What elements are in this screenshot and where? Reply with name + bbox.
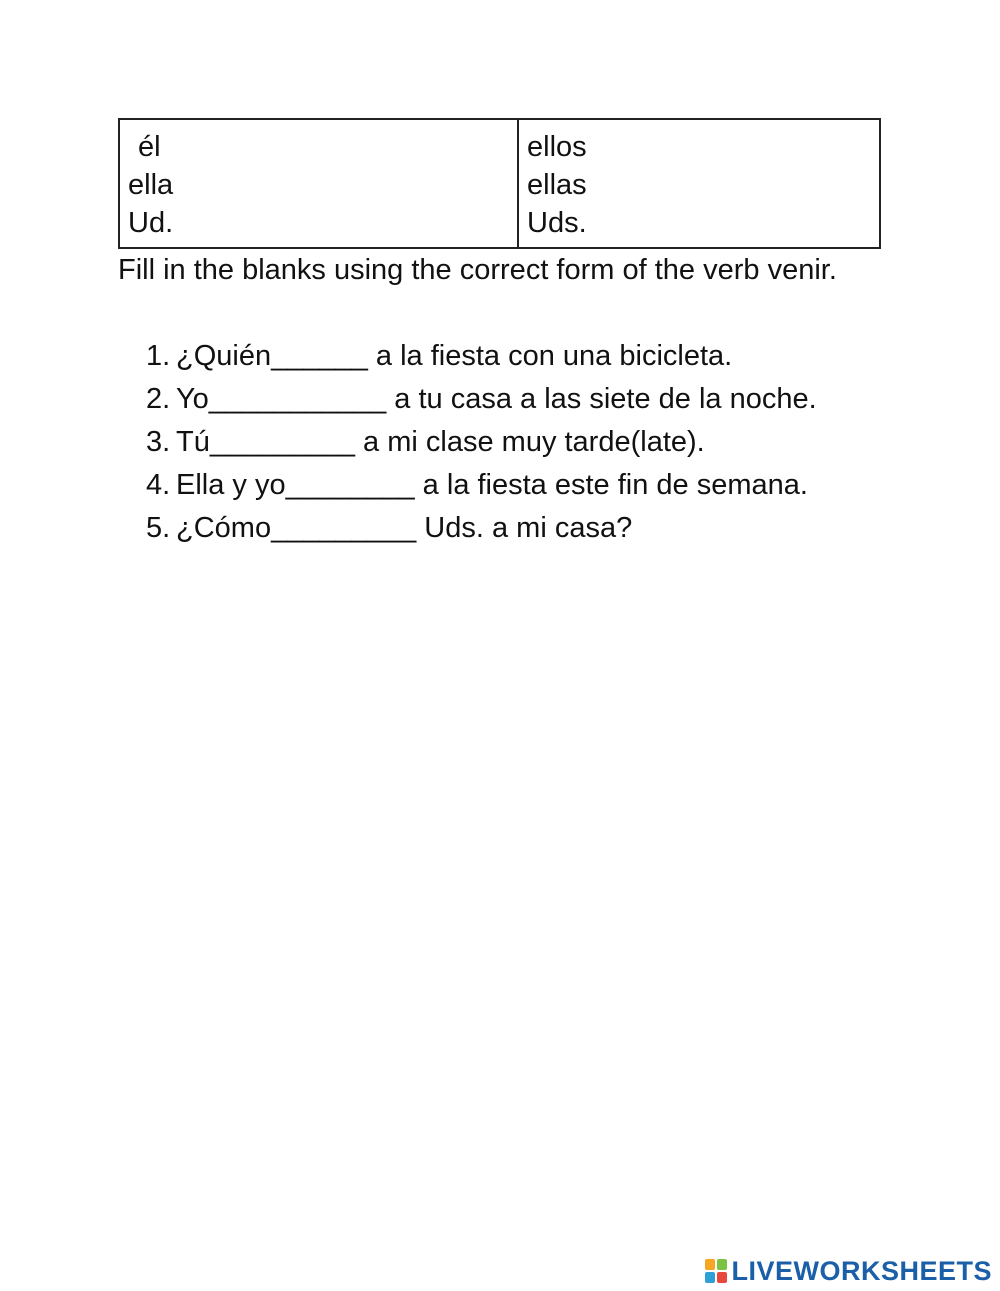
exercise-number: 4. xyxy=(146,469,171,501)
exercise-item-3 xyxy=(118,421,878,464)
pronoun-uds: Uds. xyxy=(527,207,587,239)
exercise-item-1 xyxy=(118,335,878,378)
exercise-text: Yo___________ a tu casa a las siete de la noche. xyxy=(176,383,817,415)
logo-block xyxy=(717,1259,727,1270)
instructions-text: Fill in the blanks using the correct form of the verb venir. xyxy=(118,254,837,286)
exercise-text: ¿Quién______ a la fiesta con una bicicleta. xyxy=(176,340,733,372)
logo-blocks-icon xyxy=(705,1259,727,1283)
pronoun-ellos: ellos xyxy=(527,131,587,163)
pronoun-ellas: ellas xyxy=(527,169,587,201)
pronoun-table xyxy=(118,118,881,249)
pronoun-ud: Ud. xyxy=(128,207,174,239)
exercise-number: 1. xyxy=(146,340,171,372)
pronoun-ella: ella xyxy=(128,169,174,201)
logo-block xyxy=(705,1272,715,1283)
exercise-number: 3. xyxy=(146,426,171,458)
liveworksheets-logo xyxy=(705,1254,992,1288)
pronoun-row xyxy=(119,119,880,248)
plural-pronouns-cell xyxy=(518,119,880,248)
exercise-item-2 xyxy=(118,378,878,421)
logo-block xyxy=(705,1259,715,1270)
exercise-number: 2. xyxy=(146,383,171,415)
exercise-text: Tú_________ a mi clase muy tarde(late). xyxy=(176,426,705,458)
logo-text: LIVEWORKSHEETS xyxy=(731,1255,992,1286)
singular-pronouns-cell xyxy=(119,119,518,248)
logo-block xyxy=(717,1272,727,1283)
exercise-list xyxy=(118,335,878,550)
exercise-text: Ella y yo________ a la fiesta este fin de semana. xyxy=(176,469,808,501)
exercise-item-5 xyxy=(118,507,878,550)
exercise-text: ¿Cómo_________ Uds. a mi casa? xyxy=(176,512,633,544)
exercise-item-4 xyxy=(118,464,878,507)
exercise-number: 5. xyxy=(146,512,171,544)
pronoun-el: él xyxy=(138,131,161,163)
